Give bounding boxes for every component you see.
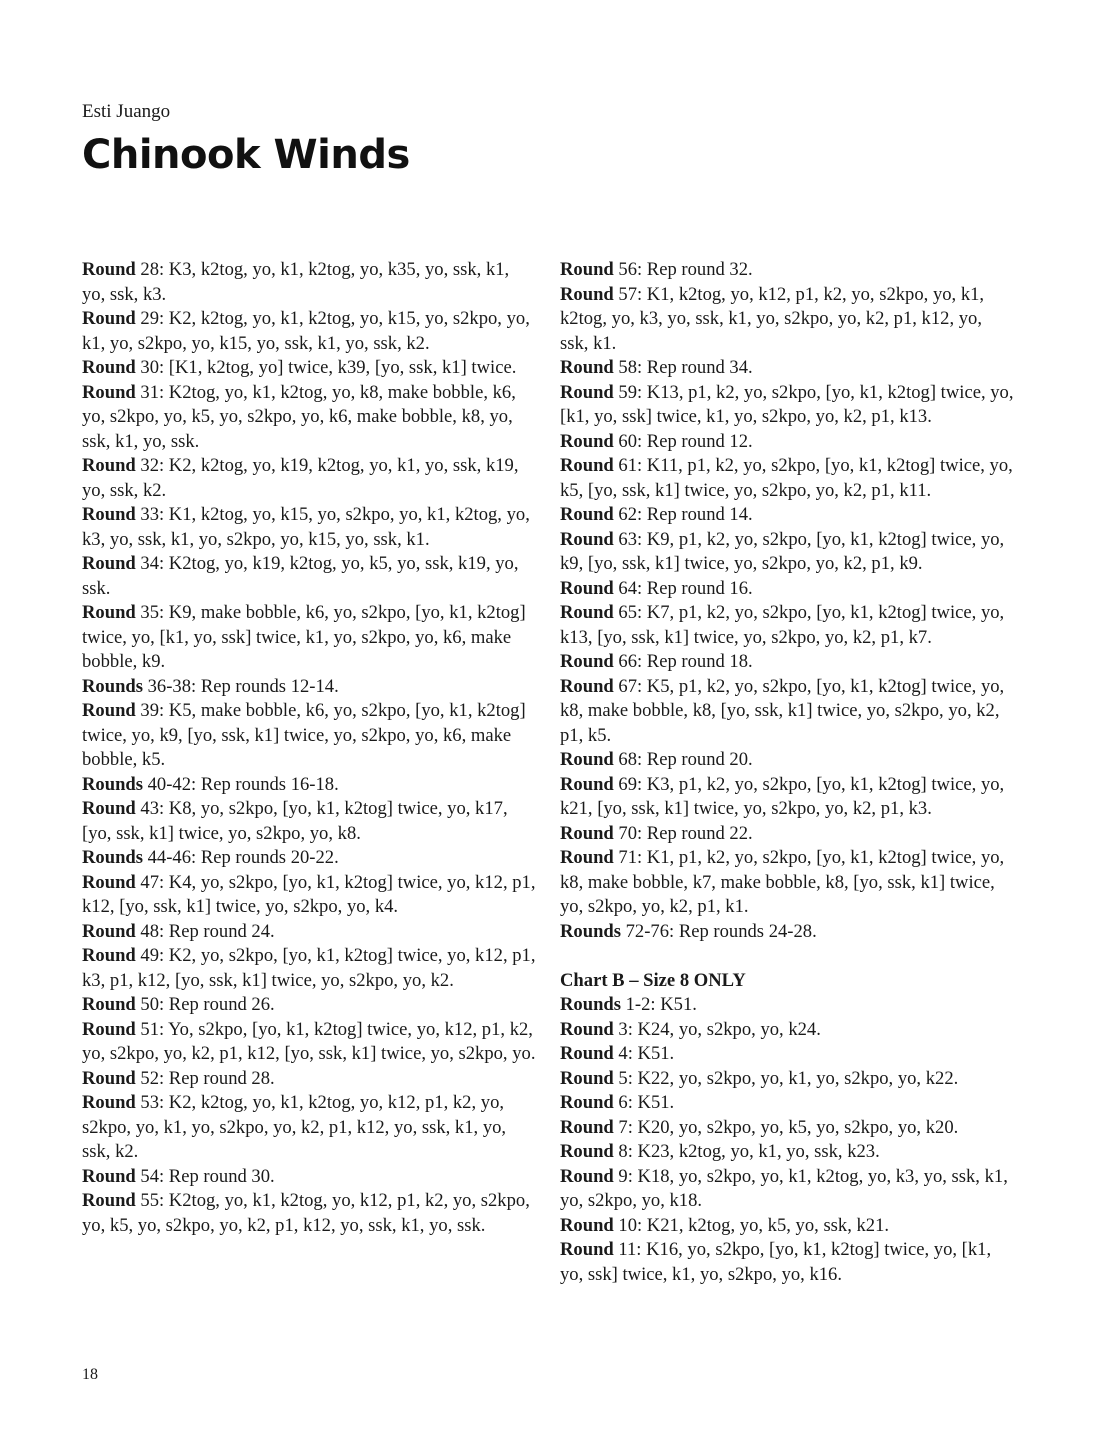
round-label: Round — [560, 357, 614, 378]
round-label: Rounds — [82, 847, 143, 868]
pattern-instruction — [560, 1042, 1015, 1067]
round-label: Round — [82, 945, 136, 966]
pattern-instruction — [82, 773, 537, 798]
pattern-instruction — [560, 846, 1015, 920]
round-label: Round — [560, 1092, 614, 1113]
round-text: 9: K18, yo, s2kpo, yo, k1, k2tog, yo, k3, yo, ssk, k1, yo, s2kpo, yo, k18. — [560, 1165, 1008, 1211]
pattern-instruction — [560, 601, 1015, 650]
round-text: 4: K51. — [613, 1043, 675, 1064]
round-label: Round — [82, 700, 136, 721]
round-text: 57: K1, k2tog, yo, k12, p1, k2, yo, s2kpo, yo, k1, k2tog, yo, k3, yo, ssk, k1, yo, s2kpo, yo, k2, p1, k12, yo, ssk, k1. — [560, 283, 985, 354]
chart-b-heading: Chart B – Size 8 ONLY — [560, 969, 746, 991]
round-text: 58: Rep round 34. — [613, 357, 753, 378]
pattern-instruction — [560, 1067, 1015, 1092]
round-label: Round — [82, 259, 136, 280]
round-label: Round — [82, 504, 136, 525]
round-text: 48: Rep round 24. — [135, 920, 275, 942]
pattern-instruction — [560, 1140, 1015, 1165]
round-text: 62: Rep round 14. — [613, 504, 753, 525]
round-text: 34: K2tog, yo, k19, k2tog, yo, k5, yo, ssk, k19, yo, ssk. — [82, 553, 519, 599]
round-label: Round — [560, 455, 614, 476]
round-label: Round — [560, 651, 614, 672]
pattern-instruction — [82, 993, 537, 1018]
round-label: Round — [560, 430, 614, 452]
round-text: 61: K11, p1, k2, yo, s2kpo, [yo, k1, k2tog] twice, yo, k5, [yo, ssk, k1] twice, yo, s2kpo, yo, k2, p1, k11. — [560, 455, 1013, 501]
round-text: 39: K5, make bobble, k6, yo, s2kpo, [yo, k1, k2tog] twice, yo, k9, [yo, ssk, k1] twice, yo, s2kpo, yo, k6, make bobble, k5. — [82, 700, 526, 770]
round-label: Rounds — [560, 994, 621, 1015]
round-label: Round — [560, 675, 614, 697]
round-label: Round — [82, 308, 136, 329]
round-label: Round — [560, 577, 614, 599]
pattern-instruction — [82, 1189, 537, 1238]
pattern-instruction — [82, 381, 537, 455]
round-label: Round — [560, 259, 614, 280]
pattern-instruction — [82, 601, 537, 675]
pattern-instruction — [560, 748, 1015, 773]
round-text: 29: K2, k2tog, yo, k1, k2tog, yo, k15, yo, s2kpo, yo, k1, yo, s2kpo, yo, k15, yo, ssk, k1, yo, ssk, k2. — [82, 308, 530, 354]
round-text: 28: K3, k2tog, yo, k1, k2tog, yo, k35, yo, ssk, k1, yo, ssk, k3. — [82, 259, 510, 305]
round-text: 64: Rep round 16. — [613, 577, 753, 599]
round-label: Round — [82, 1018, 136, 1040]
round-text: 11: K16, yo, s2kpo, [yo, k1, k2tog] twice, yo, [k1, yo, ssk] twice, k1, yo, s2kpo, yo, k16. — [560, 1239, 992, 1285]
pattern-instruction — [82, 1018, 537, 1067]
round-text: 53: K2, k2tog, yo, k1, k2tog, yo, k12, p1, k2, yo, s2kpo, yo, k1, yo, s2kpo, yo, k2, p1, k12, yo, ssk, k1, yo, ssk, k2. — [82, 1092, 507, 1162]
round-text: 8: K23, k2tog, yo, k1, yo, ssk, k23. — [613, 1141, 880, 1162]
round-label: Round — [560, 1018, 614, 1040]
pattern-instruction — [82, 1165, 537, 1190]
pattern-instruction — [560, 283, 1015, 357]
round-label: Round — [82, 1067, 136, 1089]
round-text: 55: K2tog, yo, k1, k2tog, yo, k12, p1, k2, yo, s2kpo, yo, k5, yo, s2kpo, yo, k2, p1, k12, yo, ssk, k1, yo, ssk. — [82, 1190, 530, 1236]
round-text: 65: K7, p1, k2, yo, s2kpo, [yo, k1, k2tog] twice, yo, k13, [yo, ssk, k1] twice, yo, s2kpo, yo, k2, p1, k7. — [560, 602, 1005, 648]
round-text: 40-42: Rep rounds 16-18. — [142, 773, 339, 795]
round-text: 56: Rep round 32. — [613, 259, 753, 280]
round-label: Round — [560, 1116, 614, 1138]
round-label: Round — [560, 381, 614, 403]
round-label: Round — [560, 1165, 614, 1187]
round-text: 59: K13, p1, k2, yo, s2kpo, [yo, k1, k2tog] twice, yo, [k1, yo, ssk] twice, k1, yo, s2kpo, yo, k2, p1, k13. — [560, 381, 1014, 427]
round-text: 51: Yo, s2kpo, [yo, k1, k2tog] twice, yo, k12, p1, k2, yo, s2kpo, yo, k2, p1, k12, [yo, ssk, k1] twice, yo, s2kpo, yo. — [82, 1018, 536, 1064]
round-label: Round — [560, 749, 614, 770]
round-text: 5: K22, yo, s2kpo, yo, k1, yo, s2kpo, yo, k22. — [613, 1067, 959, 1089]
pattern-instruction — [82, 944, 537, 993]
pattern-instruction — [560, 1165, 1015, 1214]
pattern-instruction — [82, 871, 537, 920]
chart-b-rounds — [560, 993, 1015, 1287]
round-text: 71: K1, p1, k2, yo, s2kpo, [yo, k1, k2tog] twice, yo, k8, make bobble, k7, make bobble, k8, [yo, ssk, k1] twice, yo, s2kpo, yo, k2, p1, k1. — [560, 847, 1005, 917]
round-text: 35: K9, make bobble, k6, yo, s2kpo, [yo, k1, k2tog] twice, yo, [k1, yo, ssk] twice, k1, yo, s2kpo, yo, k6, make bobble, k9. — [82, 602, 526, 672]
pattern-instruction — [560, 1238, 1015, 1287]
pattern-instruction — [560, 920, 1015, 945]
pattern-instruction — [82, 258, 537, 307]
round-label: Rounds — [560, 920, 621, 942]
pattern-instruction — [82, 454, 537, 503]
pattern-instruction — [560, 1116, 1015, 1141]
round-label: Round — [560, 1043, 614, 1064]
pattern-instruction — [560, 675, 1015, 749]
round-text: 3: K24, yo, s2kpo, yo, k24. — [613, 1018, 821, 1040]
round-text: 68: Rep round 20. — [613, 749, 753, 770]
round-text: 36-38: Rep rounds 12-14. — [142, 675, 339, 697]
pattern-instruction — [82, 552, 537, 601]
round-label: Round — [82, 1165, 136, 1187]
round-label: Round — [560, 1067, 614, 1089]
round-label: Round — [560, 1214, 614, 1236]
pattern-instruction — [82, 675, 537, 700]
round-text: 1-2: K51. — [620, 994, 697, 1015]
pattern-instruction — [82, 1091, 537, 1165]
round-text: 7: K20, yo, s2kpo, yo, k5, yo, s2kpo, yo, k20. — [613, 1116, 959, 1138]
round-text: 43: K8, yo, s2kpo, [yo, k1, k2tog] twice, yo, k17, [yo, ssk, k1] twice, yo, s2kpo, yo, k8. — [82, 798, 508, 844]
round-text: 72-76: Rep rounds 24-28. — [620, 920, 817, 942]
round-text: 60: Rep round 12. — [613, 430, 753, 452]
pattern-instruction — [82, 920, 537, 945]
round-text: 30: [K1, k2tog, yo] twice, k39, [yo, ssk, k1] twice. — [135, 357, 517, 378]
round-text: 44-46: Rep rounds 20-22. — [142, 847, 339, 868]
round-label: Round — [560, 822, 614, 844]
pattern-instruction — [82, 1067, 537, 1092]
round-label: Round — [82, 1190, 136, 1211]
round-label: Round — [82, 455, 136, 476]
round-label: Round — [82, 798, 136, 819]
pattern-instruction — [560, 381, 1015, 430]
round-label: Round — [560, 1141, 614, 1162]
round-label: Round — [82, 1092, 136, 1113]
pattern-instruction — [560, 993, 1015, 1018]
round-text: 49: K2, yo, s2kpo, [yo, k1, k2tog] twice, yo, k12, p1, k3, p1, k12, [yo, ssk, k1] twice, yo, s2kpo, yo, k2. — [82, 945, 536, 991]
round-label: Round — [560, 847, 614, 868]
round-text: 63: K9, p1, k2, yo, s2kpo, [yo, k1, k2tog] twice, yo, k9, [yo, ssk, k1] twice, yo, s2kpo, yo, k2, p1, k9. — [560, 528, 1005, 574]
pattern-instruction — [560, 1018, 1015, 1043]
right-column-rounds — [560, 258, 1015, 944]
pattern-instruction — [560, 528, 1015, 577]
round-text: 69: K3, p1, k2, yo, s2kpo, [yo, k1, k2tog] twice, yo, k21, [yo, ssk, k1] twice, yo, s2kpo, yo, k2, p1, k3. — [560, 773, 1005, 819]
left-column — [82, 258, 537, 1238]
page-number: 18 — [82, 1366, 98, 1383]
round-text: 52: Rep round 28. — [135, 1067, 275, 1089]
round-label: Round — [560, 504, 614, 525]
pattern-instruction — [82, 797, 537, 846]
round-label: Round — [560, 773, 614, 795]
round-text: 31: K2tog, yo, k1, k2tog, yo, k8, make bobble, k6, yo, s2kpo, yo, k5, yo, s2kpo, yo, k6, make bobble, k8, yo, ssk, k1, yo, ssk. — [82, 381, 516, 452]
pattern-instruction — [560, 430, 1015, 455]
pattern-instruction — [560, 356, 1015, 381]
pattern-instruction — [82, 699, 537, 773]
pattern-title: Chinook Winds — [82, 132, 410, 178]
pattern-instruction — [560, 577, 1015, 602]
pattern-instruction — [82, 846, 537, 871]
pattern-instruction — [82, 356, 537, 381]
pattern-instruction — [82, 307, 537, 356]
round-label: Round — [560, 602, 614, 623]
right-column — [560, 258, 1015, 1287]
round-text: 10: K21, k2tog, yo, k5, yo, ssk, k21. — [613, 1214, 890, 1236]
pattern-instruction — [560, 822, 1015, 847]
round-label: Round — [560, 283, 614, 305]
round-label: Round — [560, 1239, 614, 1260]
round-label: Round — [82, 381, 136, 403]
round-label: Round — [82, 994, 136, 1015]
round-text: 32: K2, k2tog, yo, k19, k2tog, yo, k1, yo, ssk, k19, yo, ssk, k2. — [82, 455, 519, 501]
round-label: Round — [560, 528, 614, 550]
round-label: Round — [82, 357, 136, 378]
pattern-instruction — [560, 1091, 1015, 1116]
round-label: Round — [82, 920, 136, 942]
round-text: 50: Rep round 26. — [135, 994, 275, 1015]
round-text: 54: Rep round 30. — [135, 1165, 275, 1187]
pattern-instruction — [560, 258, 1015, 283]
round-text: 70: Rep round 22. — [613, 822, 753, 844]
round-label: Rounds — [82, 773, 143, 795]
round-text: 6: K51. — [613, 1092, 675, 1113]
pattern-instruction — [560, 503, 1015, 528]
round-label: Round — [82, 871, 136, 893]
round-text: 47: K4, yo, s2kpo, [yo, k1, k2tog] twice, yo, k12, p1, k12, [yo, ssk, k1] twice, yo, s2kpo, yo, k4. — [82, 871, 536, 917]
pattern-instruction — [560, 650, 1015, 675]
pattern-instruction — [560, 1214, 1015, 1239]
round-label: Rounds — [82, 675, 143, 697]
round-text: 66: Rep round 18. — [613, 651, 753, 672]
pattern-instruction — [560, 454, 1015, 503]
author-name: Esti Juango — [82, 101, 171, 122]
round-label: Round — [82, 602, 136, 623]
round-text: 67: K5, p1, k2, yo, s2kpo, [yo, k1, k2tog] twice, yo, k8, make bobble, k8, [yo, ssk, k1] twice, yo, s2kpo, yo, k2, p1, k5. — [560, 675, 1005, 746]
round-text: 33: K1, k2tog, yo, k15, yo, s2kpo, yo, k1, k2tog, yo, k3, yo, ssk, k1, yo, s2kpo, yo, k15, yo, ssk, k1. — [82, 504, 530, 550]
pattern-instruction — [560, 773, 1015, 822]
pattern-instruction — [82, 503, 537, 552]
round-label: Round — [82, 553, 136, 574]
